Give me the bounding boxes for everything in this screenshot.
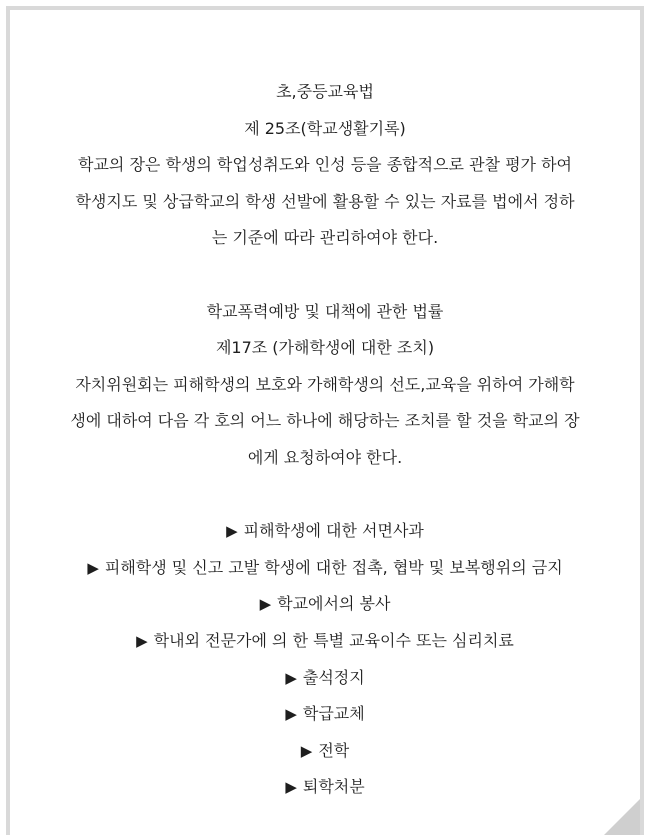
measure-item-1	[10, 513, 640, 550]
article-title-1: 제 25조(학교생활기록)	[244, 118, 406, 138]
measure-text: 학급교체	[302, 704, 365, 724]
article-body-1-line-1: 학교의 장은 학생의 학업성취도와 인성 등을 종합적으로 관찰 평가 하여	[78, 155, 572, 175]
measure-text: 피해학생에 대한 서면사과	[243, 521, 424, 541]
triangle-bullet-icon: ▶	[226, 522, 238, 541]
measure-item-6	[10, 696, 640, 733]
measure-item-4	[10, 623, 640, 660]
measure-item-7	[10, 733, 640, 770]
spacer	[10, 257, 640, 294]
law-title-2: 학교폭력예방 및 대책에 관한 법률	[206, 301, 444, 321]
page-curl-icon	[604, 799, 640, 835]
article-title-2: 제17조 (가해학생에 대한 조치)	[215, 338, 435, 358]
measure-text: 퇴학처분	[302, 777, 365, 797]
measure-item-3	[10, 586, 640, 623]
document-page	[6, 6, 644, 835]
spacer	[10, 477, 640, 514]
measure-item-2	[10, 550, 640, 587]
triangle-bullet-icon: ▶	[285, 778, 297, 797]
article-body-2-line-2: 생에 대하여 다음 각 호의 어느 하나에 해당하는 조치를 할 것을 학교의 장	[70, 411, 580, 431]
triangle-bullet-icon: ▶	[259, 595, 272, 614]
article-body-2-line-1: 자치위원회는 피해학생의 보호와 가해학생의 선도,교육을 위하여 가해학	[75, 374, 575, 394]
measure-text: 출석정지	[302, 667, 365, 687]
article-body-1-line-3: 는 기준에 따라 관리하여야 한다.	[211, 228, 439, 248]
law-title-1: 초,중등교육법	[276, 82, 374, 101]
triangle-bullet-icon: ▶	[285, 705, 297, 724]
triangle-bullet-icon: ▶	[300, 741, 313, 760]
measure-text: 전학	[318, 740, 350, 760]
article-body-2-line-3: 에게 요청하여야 한다.	[247, 447, 403, 467]
measure-text: 학교에서의 봉사	[277, 594, 391, 614]
measure-item-5	[10, 660, 640, 697]
measure-text: 피해학생 및 신고 고발 학생에 대한 접촉, 협박 및 보복행위의 금지	[104, 557, 563, 577]
triangle-bullet-icon: ▶	[285, 668, 297, 687]
triangle-bullet-icon: ▶	[87, 558, 99, 577]
article-body-1-line-2: 학생지도 및 상급학교의 학생 선발에 활용할 수 있는 자료를 법에서 정하	[75, 191, 575, 211]
triangle-bullet-icon: ▶	[136, 631, 148, 650]
measure-text: 학내외 전문가에 의 한 특별 교육이수 또는 심리치료	[153, 630, 514, 650]
measure-item-8	[10, 769, 640, 806]
document-content	[10, 74, 640, 806]
